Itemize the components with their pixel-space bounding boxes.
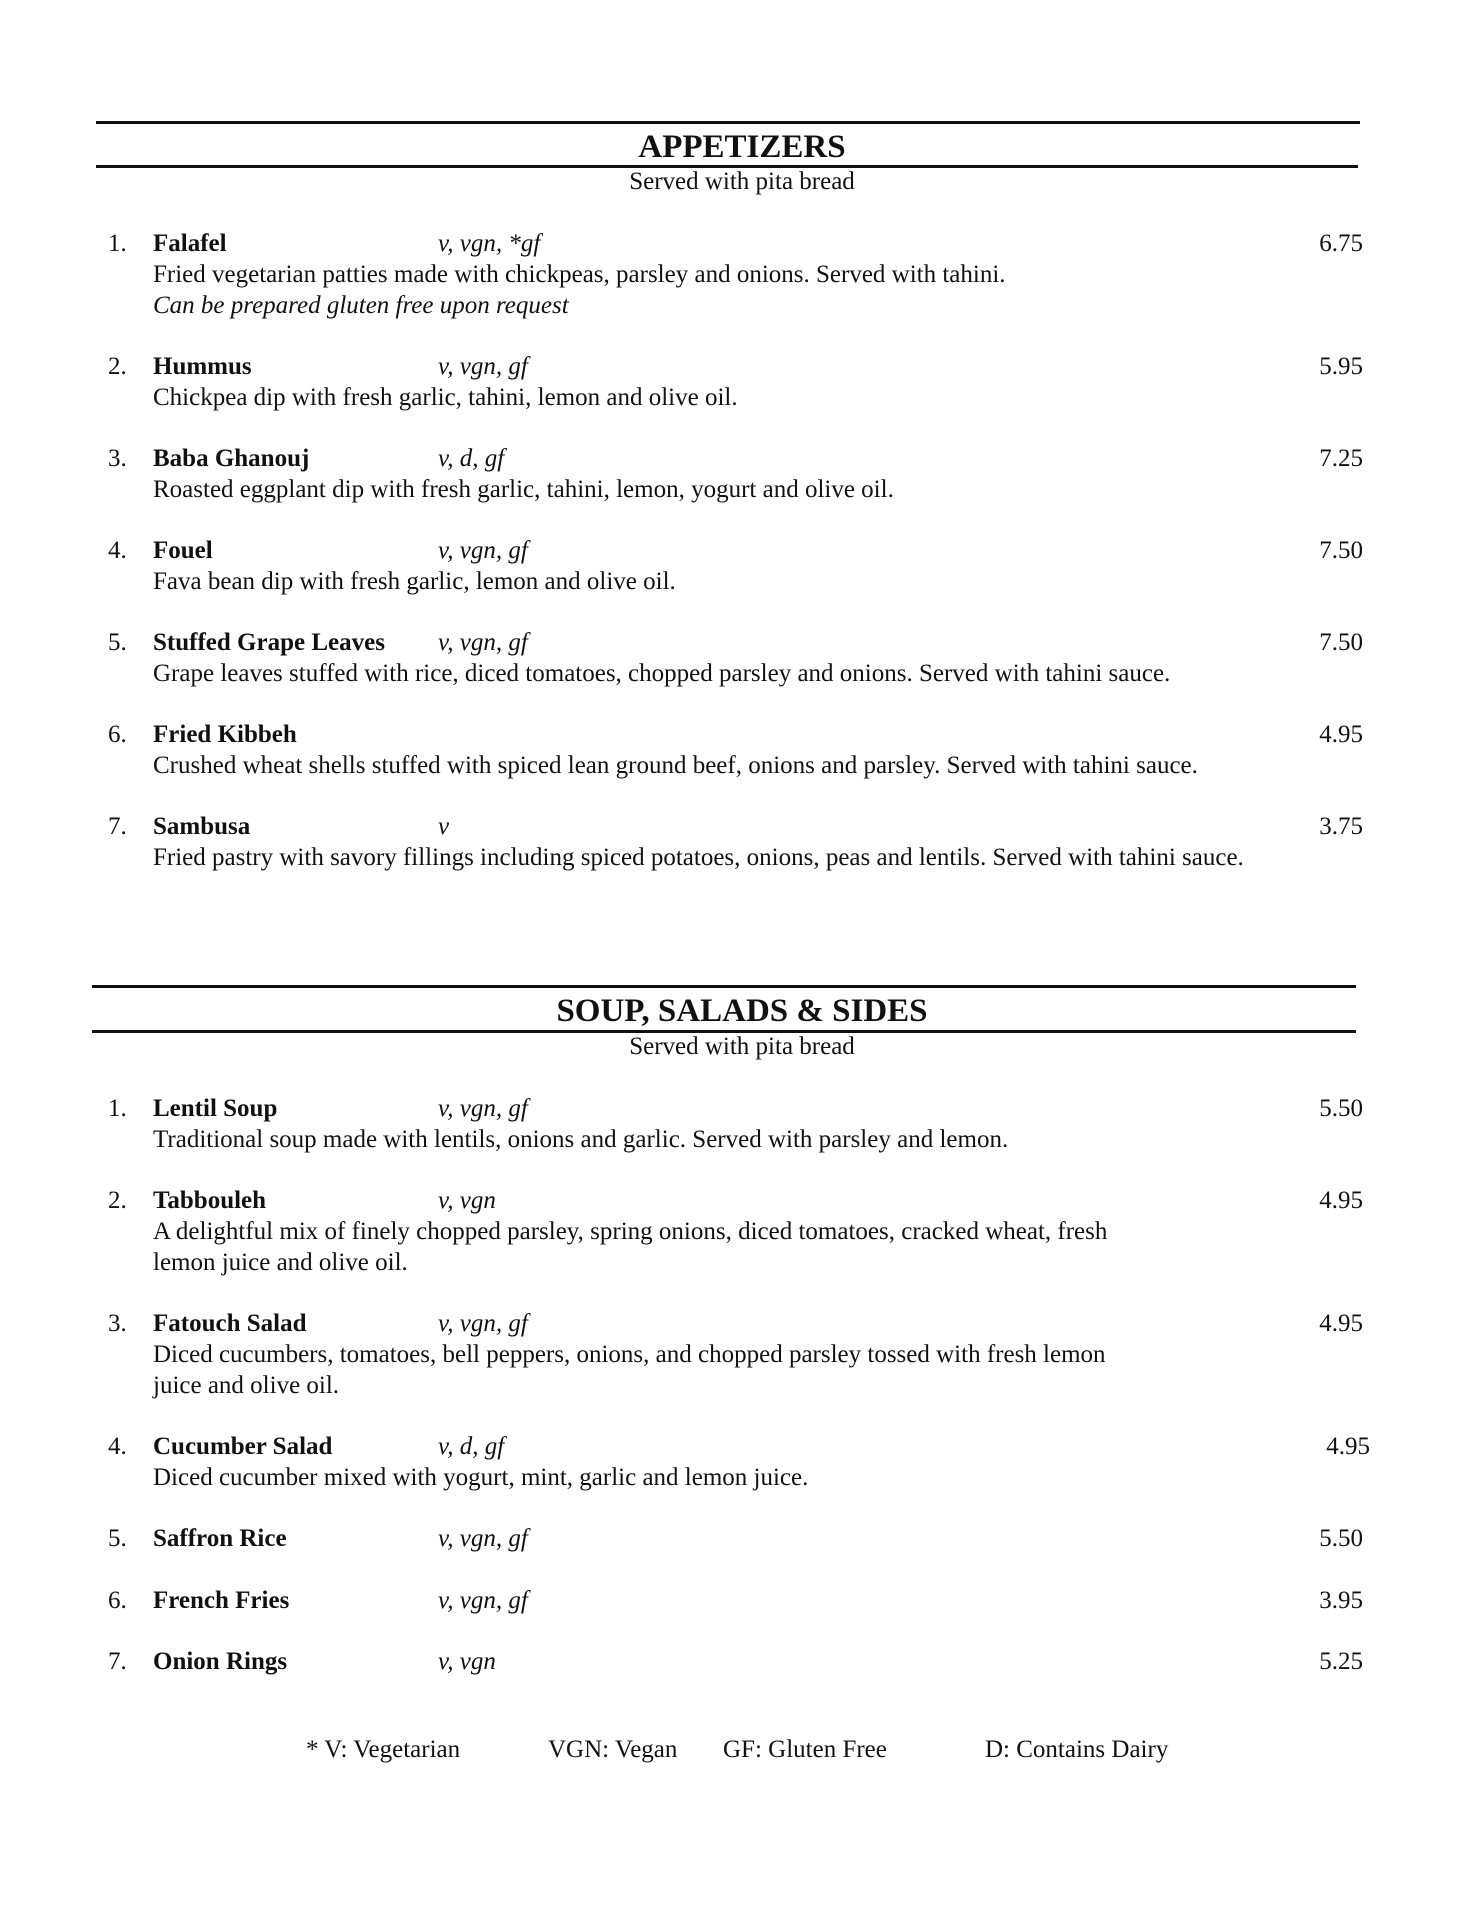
item-price: 5.50	[1319, 1525, 1363, 1552]
item-diet-tags: v, vgn	[438, 1187, 496, 1214]
item-name: Tabbouleh	[153, 1187, 267, 1214]
item-number: 2.	[108, 353, 127, 380]
item-diet-tags: v, vgn, gf	[438, 1525, 528, 1552]
item-diet-tags: v, vgn, gf	[438, 353, 528, 380]
item-number: 3.	[108, 1310, 127, 1337]
item-name: Sambusa	[153, 813, 251, 840]
item-description: Fried vegetarian patties made with chickpeas, parsley and onions. Served with tahini.	[153, 261, 1006, 288]
legend-vegan: VGN: Vegan	[548, 1736, 678, 1763]
item-price: 4.95	[1319, 721, 1363, 748]
item-description: Diced cucumber mixed with yogurt, mint, garlic and lemon juice.	[153, 1464, 809, 1491]
item-number: 4.	[108, 1433, 127, 1460]
item-price: 4.95	[1326, 1433, 1370, 1460]
item-description: Fava bean dip with fresh garlic, lemon and olive oil.	[153, 568, 676, 595]
item-price: 6.75	[1319, 230, 1363, 257]
item-description: Diced cucumbers, tomatoes, bell peppers, onions, and chopped parsley tossed with fresh lemon juice and olive oil.	[153, 1341, 1106, 1399]
item-diet-tags: v, vgn, gf	[438, 629, 528, 656]
item-price: 5.50	[1319, 1095, 1363, 1122]
item-diet-tags: v, vgn, gf	[438, 537, 528, 564]
item-name: Stuffed Grape Leaves	[153, 629, 385, 656]
item-description: Fried pastry with savory fillings including spiced potatoes, onions, peas and lentils. Served with tahini sauce.	[153, 844, 1244, 871]
item-number: 3.	[108, 445, 127, 472]
legend-gluten-free: GF: Gluten Free	[723, 1736, 887, 1763]
appetizers-top-rule	[96, 121, 1360, 124]
item-name: Falafel	[153, 230, 227, 257]
item-name: Fouel	[153, 537, 213, 564]
item-price: 3.75	[1319, 813, 1363, 840]
soups-top-rule	[92, 985, 1356, 988]
item-name: Saffron Rice	[153, 1525, 287, 1552]
item-price: 5.25	[1319, 1648, 1363, 1675]
item-diet-tags: v, vgn, gf	[438, 1587, 528, 1614]
appetizers-subtitle: Served with pita bread	[629, 168, 855, 195]
item-diet-tags: v, d, gf	[438, 445, 505, 472]
item-name: Fatouch Salad	[153, 1310, 307, 1337]
item-diet-tags: v, vgn, gf	[438, 1310, 528, 1337]
item-number: 6.	[108, 1587, 127, 1614]
item-description: Grape leaves stuffed with rice, diced tomatoes, chopped parsley and onions. Served with tahini sauce.	[153, 660, 1171, 687]
legend-vegetarian: * V: Vegetarian	[306, 1736, 461, 1763]
item-price: 7.50	[1319, 537, 1363, 564]
item-diet-tags: v, vgn, gf	[438, 1095, 528, 1122]
item-number: 6.	[108, 721, 127, 748]
item-price: 4.95	[1319, 1187, 1363, 1214]
soups-subtitle: Served with pita bread	[629, 1033, 855, 1060]
legend-dairy: D: Contains Dairy	[985, 1736, 1169, 1763]
item-name: Hummus	[153, 353, 252, 380]
item-number: 7.	[108, 813, 127, 840]
item-description: Chickpea dip with fresh garlic, tahini, lemon and olive oil.	[153, 384, 738, 411]
item-price: 7.50	[1319, 629, 1363, 656]
item-name: Cucumber Salad	[153, 1433, 333, 1460]
item-description: Traditional soup made with lentils, onions and garlic. Served with parsley and lemon.	[153, 1126, 1009, 1153]
item-price: 5.95	[1319, 353, 1363, 380]
item-name: Onion Rings	[153, 1648, 288, 1675]
item-name: Lentil Soup	[153, 1095, 278, 1122]
item-price: 3.95	[1319, 1587, 1363, 1614]
item-name: Fried Kibbeh	[153, 721, 297, 748]
item-diet-tags: v, vgn, *gf	[438, 230, 541, 257]
item-number: 4.	[108, 537, 127, 564]
item-price: 7.25	[1319, 445, 1363, 472]
item-number: 1.	[108, 230, 127, 257]
item-number: 5.	[108, 629, 127, 656]
item-number: 7.	[108, 1648, 127, 1675]
item-number: 2.	[108, 1187, 127, 1214]
item-description: A delightful mix of finely chopped parsley, spring onions, diced tomatoes, cracked wheat, fresh lemon juice and olive oil.	[153, 1218, 1108, 1276]
item-description: Roasted eggplant dip with fresh garlic, tahini, lemon, yogurt and olive oil.	[153, 476, 894, 503]
soups-title: SOUP, SALADS & SIDES	[556, 993, 928, 1029]
item-note: Can be prepared gluten free upon request	[153, 292, 569, 319]
item-name: Baba Ghanouj	[153, 445, 310, 472]
appetizers-title: APPETIZERS	[638, 129, 846, 165]
item-description: Crushed wheat shells stuffed with spiced lean ground beef, onions and parsley. Served with tahini sauce.	[153, 752, 1198, 779]
item-diet-tags: v, vgn	[438, 1648, 496, 1675]
item-diet-tags: v, d, gf	[438, 1433, 505, 1460]
item-diet-tags: v	[438, 813, 450, 840]
item-number: 5.	[108, 1525, 127, 1552]
item-name: French Fries	[153, 1587, 290, 1614]
item-price: 4.95	[1319, 1310, 1363, 1337]
item-number: 1.	[108, 1095, 127, 1122]
